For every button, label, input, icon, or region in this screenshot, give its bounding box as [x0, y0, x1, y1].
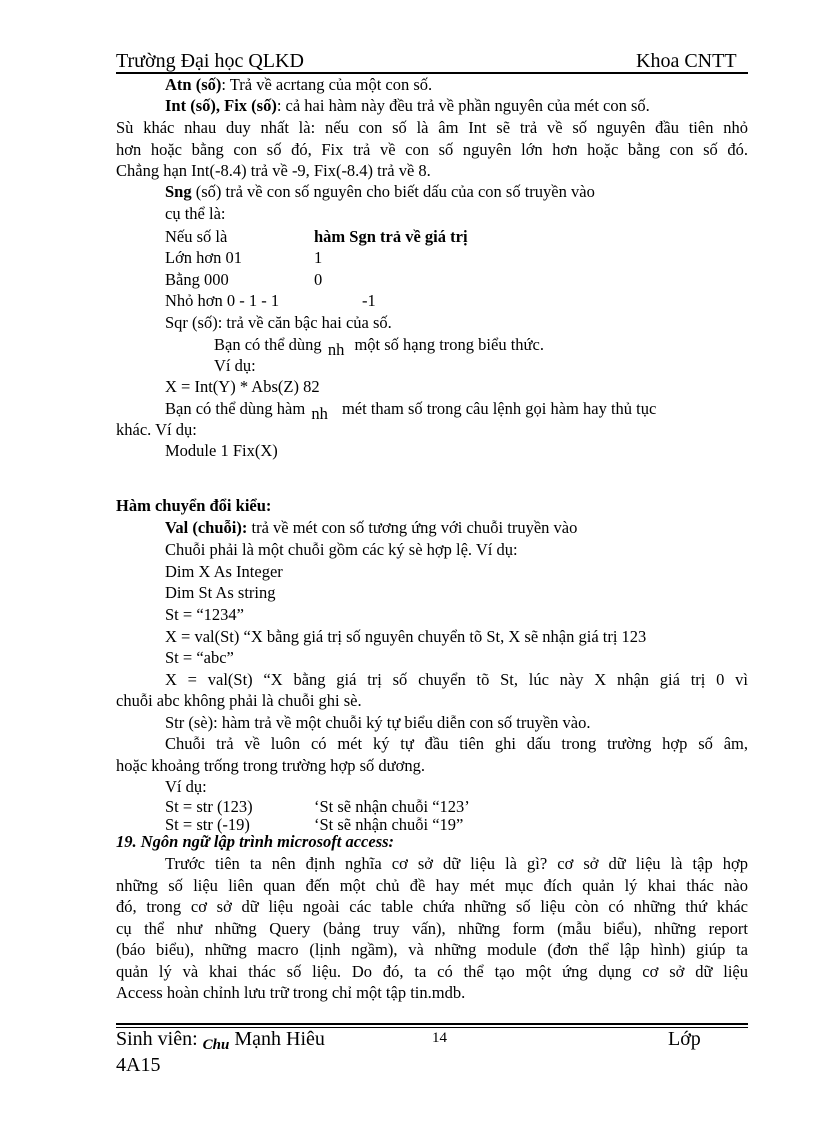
- header-left: Trường Đại học QLKD: [116, 50, 304, 72]
- sgn-row-1-value: 1: [314, 248, 323, 267]
- para-line-6: quản lý và khai thác số liệu. Do đó, ta có thể tạo một ứng dụng cơ sở dữ liệu: [116, 962, 748, 981]
- line-10: Ví dụ:: [214, 356, 256, 375]
- line-13: khác. Ví dụ:: [116, 420, 197, 439]
- sgn-row-2-value: 0: [314, 270, 323, 289]
- line-18: Dim St As string: [165, 583, 276, 602]
- sgn-row-2-label: Bằng 000: [165, 270, 229, 289]
- para-line-2: những số liệu liên quan đến một chủ đề hay mét mục đích quản lý khai thác nào: [116, 876, 748, 895]
- line-23: chuỗi abc không phải là chuỗi ghi sè.: [116, 691, 362, 710]
- para-line-7: Access hoàn chỉnh lưu trữ trong chỉ một tập tin.mdb.: [116, 983, 466, 1002]
- para-line-3: đó, trong cơ sở dữ liệu ngoài các table chứa những số liệu còn có những thứ khác: [116, 897, 748, 916]
- line-str: Str (sè): hàm trả về một chuỗi ký tự biểu diễn con số truyền vào.: [165, 713, 591, 732]
- para-line-5: (báo biểu), những macro (lịnh ngầm), và những module (đơn thể lập hình) giúp ta: [116, 940, 748, 959]
- line-14: Module 1 Fix(X): [165, 441, 278, 460]
- line-29-comment: ‘St sẽ nhận chuỗi “19”: [314, 815, 464, 834]
- sgn-table-header-left: Nếu số là: [165, 227, 228, 246]
- line-5: Chẳng hạn Int(-8.4) trả về -9, Fix(-8.4) trả về 8.: [116, 161, 431, 180]
- line-7: cụ thể là:: [165, 204, 226, 223]
- sgn-row-1-label: Lớn hơn 01: [165, 248, 243, 267]
- footer-student: Sinh viên: $_{Chu}$ Mạnh Hiêu: [116, 1028, 325, 1053]
- line-9: Bạn có thể dùng nh một số hạng trong biểu thức.: [214, 335, 544, 359]
- line-sqr: Sqr (số): trả về căn bậc hai của số.: [165, 313, 392, 332]
- sgn-row-3-label: Nhỏ hơn 0 - 1 - 1: [165, 291, 280, 310]
- line-28-comment: ‘St sẽ nhận chuỗi “123’: [314, 797, 470, 816]
- line-26: hoặc khoảng trống trong trường hợp số dương.: [116, 756, 425, 775]
- footer-student-mark: Chu: [202, 1037, 230, 1053]
- heading-type-conversion: Hàm chuyển đổi kiểu:: [116, 496, 272, 515]
- header-right: Khoa CNTT: [636, 50, 737, 72]
- page-number: 14: [432, 1030, 447, 1046]
- heading-19: 19. Ngôn ngữ lập trình microsoft access:: [116, 832, 395, 851]
- footer-rule-thick: [116, 1023, 748, 1025]
- line-val: Val (chuỗi): trả về mét con số tương ứng với chuỗi truyền vào: [165, 518, 578, 537]
- line-4: hơn hoặc bằng con số đó, Fix trả về con số nguyên lớn hơn hoặc bằng con số đó.: [116, 140, 748, 159]
- line-19: St = “1234”: [165, 605, 244, 624]
- line-int-fix: Int (số), Fix (số): cả hai hàm này đều trả về phần nguyên của mét con số.: [165, 96, 650, 115]
- line-11: X = Int(Y) * Abs(Z) 82: [165, 377, 320, 396]
- line-21: St = “abc”: [165, 648, 234, 667]
- para-line-1: Trước tiên ta nên định nghĩa cơ sở dữ liệu là gì? cơ sở dữ liệu là tập hợp: [165, 854, 748, 873]
- sgn-row-3-value: -1: [362, 291, 376, 310]
- line-16: Chuỗi phải là một chuỗi gồm các ký sè hợp lệ. Ví dụ:: [165, 540, 518, 559]
- line-22: X = val(St) “X bằng giá trị số chuyển tõ St, lúc này X nhận giá trị 0 vì: [165, 670, 748, 689]
- line-27: Ví dụ:: [165, 777, 207, 796]
- line-atn: Atn (số): Trả về acrtang của một con số.: [165, 75, 433, 94]
- line-12: Bạn có thể dùng hàm nh mét tham số trong câu lệnh gọi hàm hay thủ tục: [165, 399, 657, 423]
- line-20: X = val(St) “X bằng giá trị số nguyên chuyển tõ St, X sẽ nhận giá trị 123: [165, 627, 647, 646]
- line-17: Dim X As Integer: [165, 562, 283, 581]
- line-25: Chuỗi trả về luôn có mét ký tự đầu tiên ghi dấu trong trường hợp số âm,: [165, 734, 748, 753]
- line-sng: Sng (số) trả về con số nguyên cho biết dấu của con số truyền vào: [165, 182, 595, 201]
- footer-class-label: Lớp: [668, 1028, 701, 1050]
- line-29-code: St = str (-19): [165, 815, 250, 834]
- sgn-table-header-right: hàm Sgn trả về giá trị: [314, 227, 468, 246]
- footer-class-value: 4A15: [116, 1054, 161, 1076]
- line-3: Sù khác nhau duy nhất là: nếu con số là âm Int sẽ trả về số nguyên đầu tiên nhỏ: [116, 118, 748, 137]
- line-28-code: St = str (123): [165, 797, 253, 816]
- para-line-4: cụ thể như những Query (bảng truy vấn), những form (mẫu biểu), những report: [116, 919, 748, 938]
